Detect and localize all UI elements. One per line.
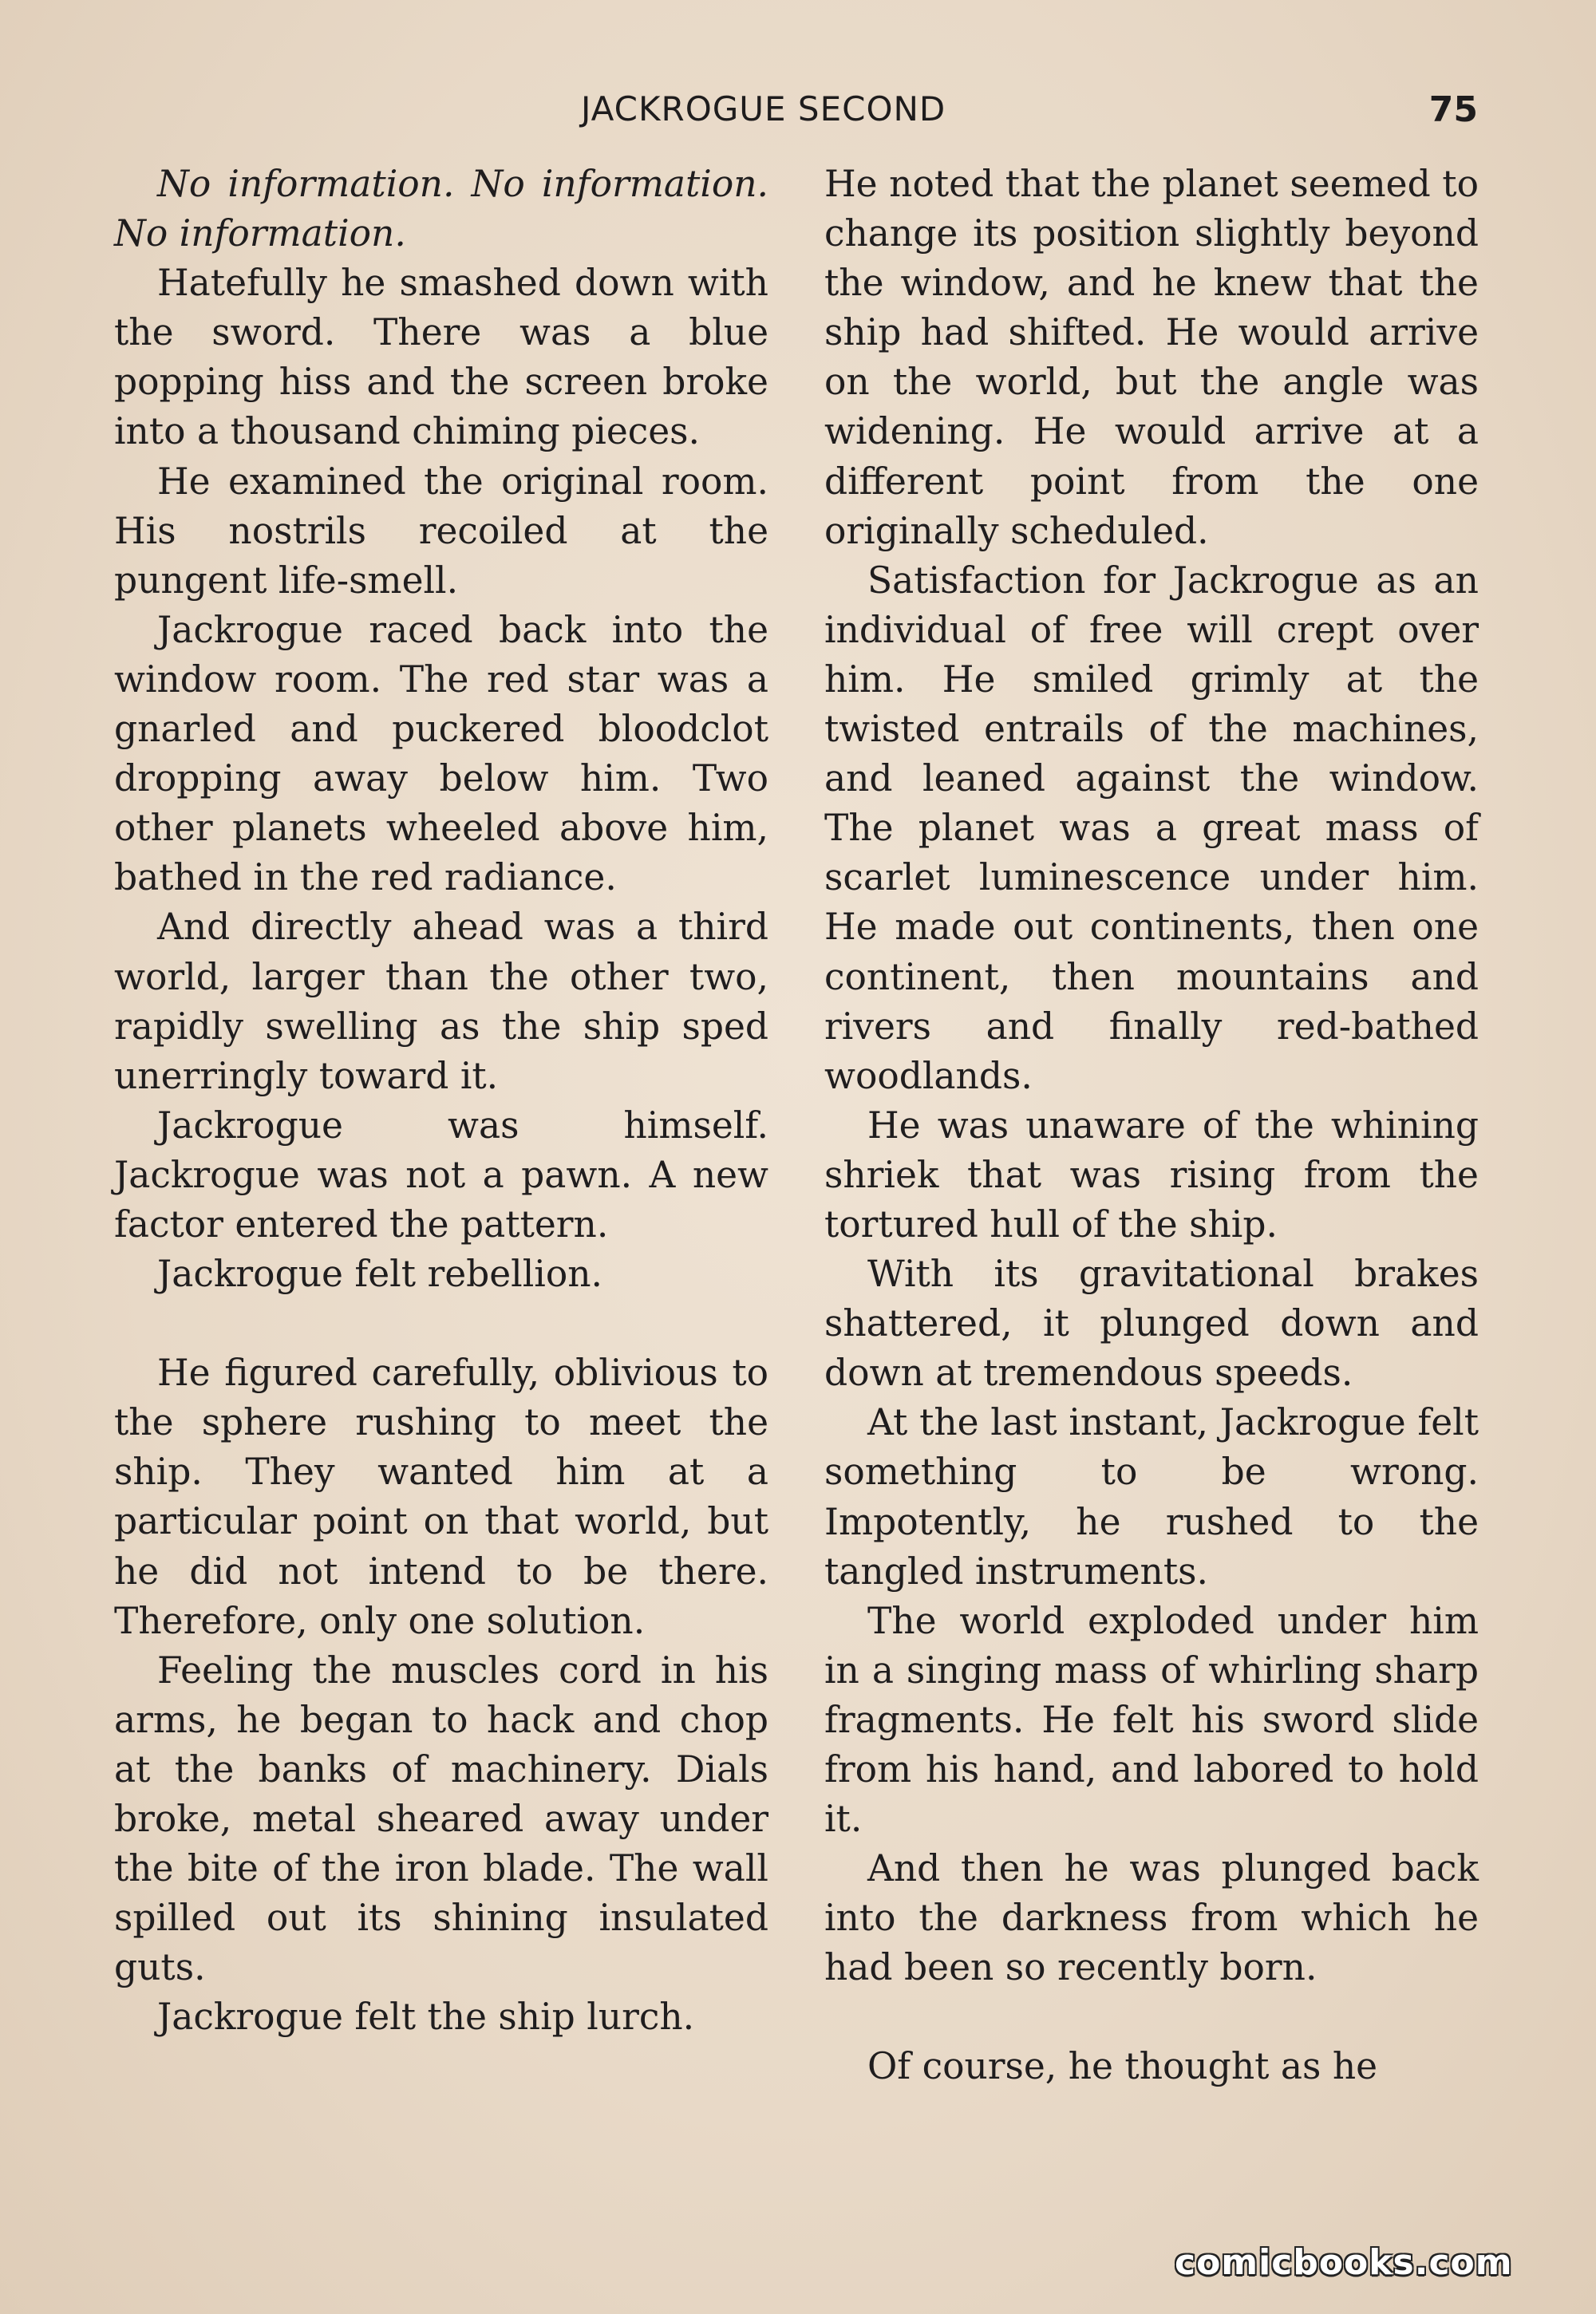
paragraph: At the last instant, Jackrogue felt something to be wrong. Impotently, he rushed to the tangled instruments.: [824, 1401, 1479, 1593]
paragraph: No information. No information. No information.: [114, 163, 768, 255]
left-column: [114, 160, 768, 2042]
right-column: [824, 160, 1479, 2092]
paragraph: Feeling the muscles cord in his arms, he began to hack and chop at the banks of machinery. Dials broke, metal sheared away under the bite of the iron blade. The wall spilled out its shining insulated guts.: [114, 1649, 768, 1989]
paragraph: He figured carefully, oblivious to the sphere rushing to meet the ship. They wanted him at a particular point on that world, but he did not intend to be there. Therefore, only one solution.: [114, 1352, 768, 1642]
paragraph: And directly ahead was a third world, larger than the other two, rapidly swelling as the ship sped unerringly toward it.: [114, 906, 768, 1097]
paragraph: Satisfaction for Jackrogue as an individual of free will crept over him. He smiled grimly at the twisted entrails of the machines, and leaned against the window. The planet was a great mass of scarlet luminescence under him. He made out continents, then one continent, then mountains and rivers and finally red-bathed woodlands.: [824, 559, 1479, 1097]
page-number: 75: [1428, 89, 1478, 130]
paragraph: He was unaware of the whining shriek that was rising from the tortured hull of the ship.: [824, 1104, 1479, 1246]
paragraph: With its gravitational brakes shattered, it plunged down and down at tremendous speeds.: [824, 1253, 1479, 1395]
section-break: [824, 1992, 1479, 2042]
running-title: JACKROGUE SECOND: [581, 89, 946, 128]
section-break: [114, 1299, 768, 1349]
paragraph: Jackrogue raced back into the window room. The red star was a gnarled and puckered bloodclot dropping away below him. Two other planets wheeled above him, bathed in the red radiance.: [114, 608, 768, 899]
paragraph: The world exploded under him in a singing mass of whirling sharp fragments. He felt his sword slide from his hand, and labored to hold it.: [824, 1599, 1479, 1841]
paragraph: And then he was plunged back into the darkness from which he had been so recently born.: [824, 1847, 1479, 1989]
page-header: [0, 89, 1596, 137]
paragraph: Jackrogue was himself. Jackrogue was not a pawn. A new factor entered the pattern.: [114, 1104, 768, 1246]
paragraph: Jackrogue felt the ship lurch.: [157, 1996, 695, 2039]
paragraph: Jackrogue felt rebellion.: [157, 1253, 602, 1296]
paragraph: He noted that the planet seemed to change its position slightly beyond the window, and he knew that the ship had shifted. He would arrive on the world, but the angle was widening. He would arrive at a different point from the one originally scheduled.: [824, 163, 1479, 552]
watermark: comicbooks.com: [1175, 2242, 1513, 2283]
paragraph: Of course, he thought as he: [867, 2045, 1378, 2088]
paragraph: He examined the original room. His nostrils recoiled at the pungent life-smell.: [114, 460, 768, 602]
paragraph: Hatefully he smashed down with the sword. There was a blue popping hiss and the screen broke into a thousand chiming pieces.: [114, 262, 768, 453]
